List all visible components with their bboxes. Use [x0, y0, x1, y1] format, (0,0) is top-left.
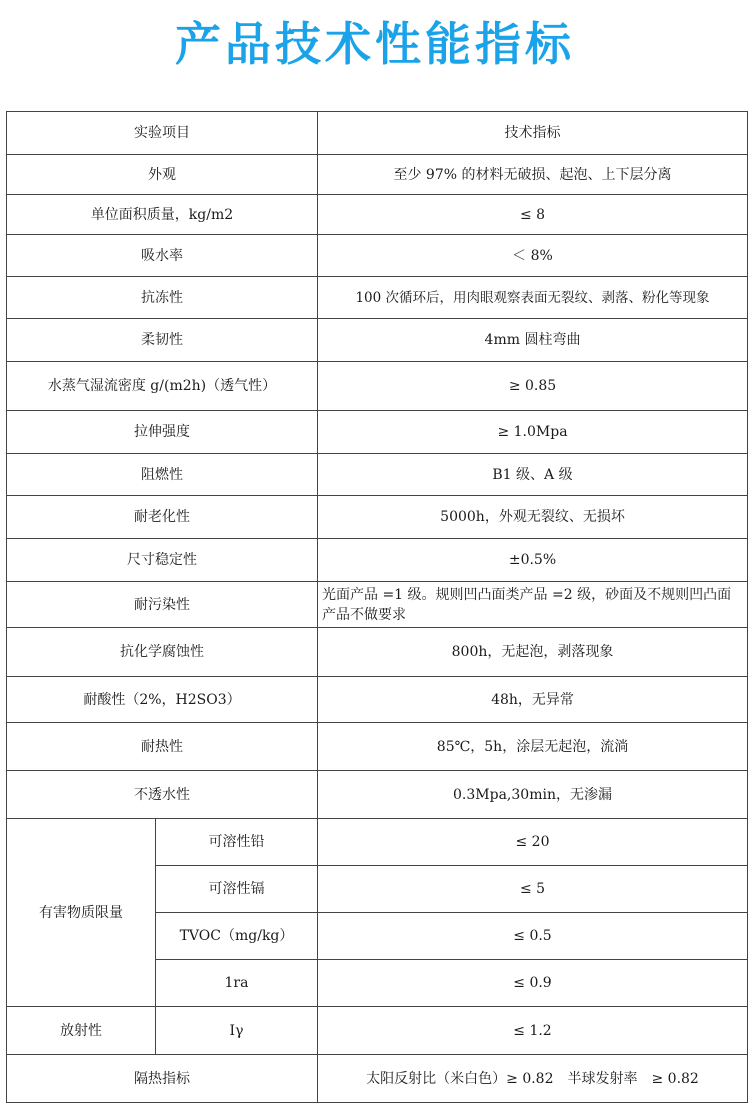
- spec-cell: 至少 97% 的材料无破损、起泡、上下层分离: [318, 155, 748, 195]
- spec-cell: 太阳反射比（米白色）≥ 0.82 半球发射率 ≥ 0.82: [318, 1055, 748, 1103]
- hazard-row: [7, 819, 748, 866]
- table-row: [7, 411, 748, 454]
- item-cell: 柔韧性: [7, 319, 318, 362]
- hazard-sub-cell: TVOC（mg/kg）: [156, 913, 318, 960]
- page-title: 产品技术性能指标: [175, 17, 575, 71]
- table-row: [7, 723, 748, 771]
- insulation-row: [7, 1055, 748, 1103]
- table-row: [7, 235, 748, 277]
- item-cell: 水蒸气湿流密度 g/(m2h)（透气性）: [7, 362, 318, 411]
- hazard-group-cell: 有害物质限量: [7, 819, 156, 1007]
- spec-cell: ≤ 20: [318, 819, 748, 866]
- item-cell: 抗冻性: [7, 277, 318, 319]
- spec-cell: ≥ 1.0Mpa: [318, 411, 748, 454]
- spec-cell: 48h，无异常: [318, 677, 748, 723]
- item-cell: 耐热性: [7, 723, 318, 771]
- spec-cell: 5000h，外观无裂纹、无损坏: [318, 496, 748, 539]
- item-cell: 抗化学腐蚀性: [7, 628, 318, 677]
- table-header-row: [7, 112, 748, 155]
- item-cell: 单位面积质量，kg/m2: [7, 195, 318, 235]
- spec-cell: ＜ 8%: [318, 235, 748, 277]
- item-cell: 外观: [7, 155, 318, 195]
- spec-cell: ≤ 5: [318, 866, 748, 913]
- table-row: [7, 319, 748, 362]
- header-item-cell: 实验项目: [7, 112, 318, 155]
- spec-cell: 800h，无起泡，剥落现象: [318, 628, 748, 677]
- radiation-row: [7, 1007, 748, 1055]
- table-row: [7, 496, 748, 539]
- spec-cell: ≤ 0.5: [318, 913, 748, 960]
- spec-cell: 100 次循环后，用肉眼观察表面无裂纹、剥落、粉化等现象: [318, 277, 748, 319]
- spec-cell: B1 级、A 级: [318, 454, 748, 496]
- spec-table: [6, 111, 748, 1103]
- spec-cell: 0.3Mpa,30min，无渗漏: [318, 771, 748, 819]
- table-row: [7, 362, 748, 411]
- hazard-sub-cell: 可溶性镉: [156, 866, 318, 913]
- item-cell: 耐污染性: [7, 582, 318, 628]
- spec-cell: 光面产品 =1 级。规则凹凸面类产品 =2 级，砂面及不规则凹凸面产品不做要求: [318, 582, 748, 628]
- hazard-sub-cell: 可溶性铅: [156, 819, 318, 866]
- table-row: [7, 628, 748, 677]
- radiation-sub-cell: Iγ: [156, 1007, 318, 1055]
- table-row: [7, 677, 748, 723]
- table-row: [7, 277, 748, 319]
- hazard-sub-cell: 1ra: [156, 960, 318, 1007]
- header-spec-cell: 技术指标: [318, 112, 748, 155]
- spec-cell: ≤ 8: [318, 195, 748, 235]
- spec-cell: ≤ 0.9: [318, 960, 748, 1007]
- item-cell: 不透水性: [7, 771, 318, 819]
- table-row: [7, 454, 748, 496]
- table-row: [7, 155, 748, 195]
- spec-cell: ≤ 1.2: [318, 1007, 748, 1055]
- item-cell: 耐老化性: [7, 496, 318, 539]
- item-cell: 耐酸性（2%，H2SO3）: [7, 677, 318, 723]
- table-row: [7, 195, 748, 235]
- spec-cell: ±0.5%: [318, 539, 748, 582]
- table-row: [7, 582, 748, 628]
- spec-cell: ≥ 0.85: [318, 362, 748, 411]
- radiation-group-cell: 放射性: [7, 1007, 156, 1055]
- spec-cell: 85℃，5h，涂层无起泡，流淌: [318, 723, 748, 771]
- item-cell: 阻燃性: [7, 454, 318, 496]
- table-row: [7, 539, 748, 582]
- item-cell: 尺寸稳定性: [7, 539, 318, 582]
- table-row: [7, 771, 748, 819]
- item-cell: 吸水率: [7, 235, 318, 277]
- item-cell: 隔热指标: [7, 1055, 318, 1103]
- item-cell: 拉伸强度: [7, 411, 318, 454]
- spec-cell: 4mm 圆柱弯曲: [318, 319, 748, 362]
